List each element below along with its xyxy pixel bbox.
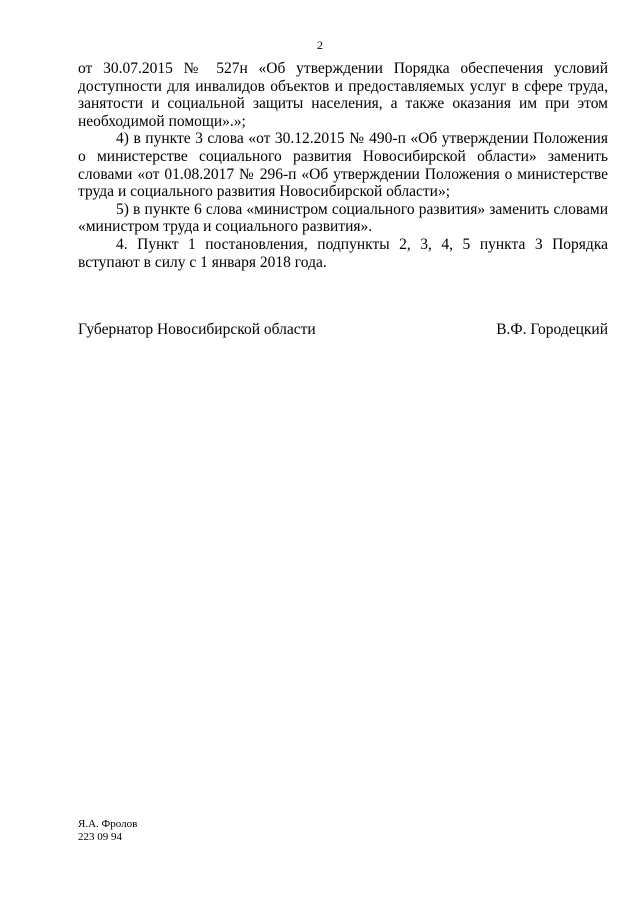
document-body [78,60,608,271]
executor-name: Я.А. Фролов [78,818,138,830]
text-line: 4) в пункте 3 слова «от 30.12.2015 № 490-п «Об утверждении Положения [116,130,608,148]
text-line: занятости и социальной защиты населения, а также оказания им при этом [78,95,608,113]
executor-footer [78,818,137,844]
page-number: 2 [317,38,323,52]
text-line: «министром труда и социального развития». [78,218,373,236]
text-line: в силу с 1 января 2018 года. [143,253,327,271]
text-line: «от 01.08.2017 № 296-п «Об утверждении Положения о министерстве труда [78,165,609,201]
paragraph-continuation [78,60,608,130]
signatory-name: В.Ф. Городецкий [496,321,608,338]
signatory-position: Губернатор Новосибирской области [78,321,316,338]
signature-block [78,321,608,339]
text-line: и социального развития Новосибирской области»; [117,183,451,201]
text-line: от 30.07.2015 № 527н «Об утверждении Порядка обеспечения условий [78,60,608,77]
text-line: 4. Пункт 1 постановления, подпункты 2, 3, 4, 5 пункта 3 Порядка вступают [78,235,608,271]
text-line: необходимой помощи».»; [78,112,246,130]
executor-phone: 223 09 94 [78,831,122,843]
text-line: о министерстве социального развития Новосибирской области» заменить словами [78,147,608,183]
paragraph-item-4 [78,130,608,200]
text-line: 5) в пункте 6 слова «министром социального развития» заменить словами [116,200,608,218]
text-line: доступности для инвалидов объектов и предоставляемых услуг в сфере труда, [78,77,608,95]
paragraph-item-5 [78,201,608,236]
paragraph-point-4 [78,236,608,271]
